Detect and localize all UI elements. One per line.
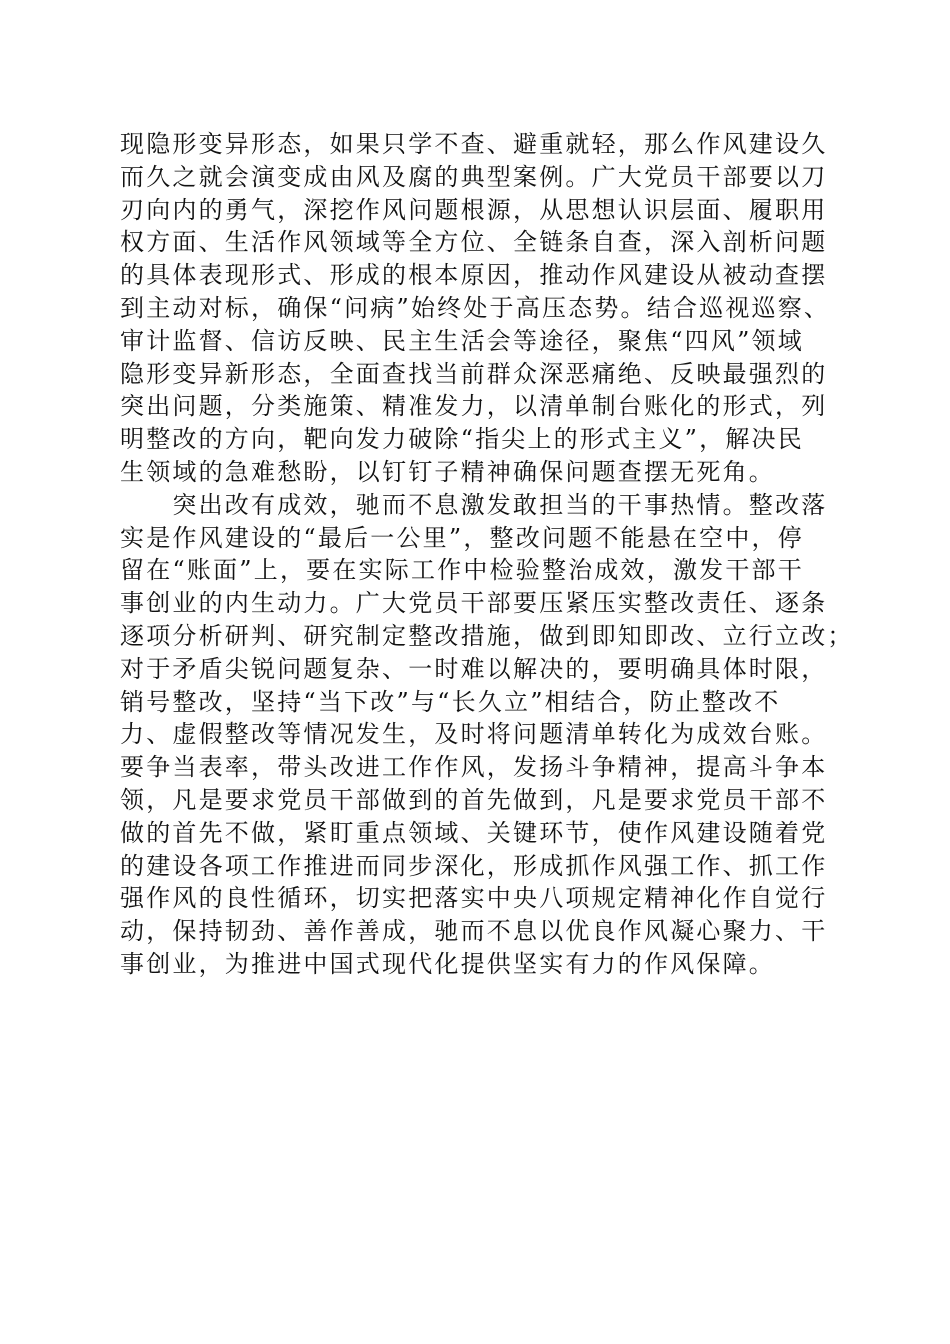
- text-line: 强作风的良性循环，切实把落实中央八项规定精神化作自觉行: [120, 884, 828, 913]
- text-line: 事创业，为推进中国式现代化提供坚实有力的作风保障。: [120, 949, 775, 978]
- text-line: 留在“账面”上，要在实际工作中检验整治成效，激发干部干: [120, 556, 804, 585]
- text-line: 力、虚假整改等情况发生，及时将问题清单转化为成效台账。: [120, 720, 828, 749]
- text-line: 权方面、生活作风领域等全方位、全链条自查，深入剖析问题: [120, 228, 828, 257]
- text-line: 做的首先不做，紧盯重点领域、关键环节，使作风建设随着党: [120, 818, 828, 847]
- text-line: 的具体表现形式、形成的根本原因，推动作风建设从被动查摆: [120, 261, 828, 290]
- text-line: 隐形变异新形态，全面查找当前群众深恶痛绝、反映最强烈的: [120, 359, 828, 388]
- document-body-text: [120, 128, 854, 981]
- text-line: 销号整改，坚持“当下改”与“长久立”相结合，防止整改不: [120, 687, 781, 716]
- text-line: 逐项分析研判、研究制定整改措施，做到即知即改、立行立改；: [120, 621, 854, 650]
- text-line: 审计监督、信访反映、民主生活会等途径，聚焦“四风”领域: [120, 326, 804, 355]
- text-line: 要争当表率，带头改进工作作风，发扬斗争精神，提高斗争本: [120, 753, 828, 782]
- text-line: 动，保持韧劲、善作善成，驰而不息以优良作风凝心聚力、干: [120, 917, 828, 946]
- text-line: 而久之就会演变成由风及腐的典型案例。广大党员干部要以刀: [120, 162, 828, 191]
- text-line: 领，凡是要求党员干部做到的首先做到，凡是要求党员干部不: [120, 785, 828, 814]
- text-line: 到主动对标，确保“问病”始终处于高压态势。结合巡视巡察、: [120, 293, 831, 322]
- text-line: 现隐形变异形态，如果只学不查、避重就轻，那么作风建设久: [120, 130, 828, 158]
- text-line: 的建设各项工作推进而同步深化，形成抓作风强工作、抓工作: [120, 851, 828, 880]
- text-line: 刃向内的勇气，深挖作风问题根源，从思想认识层面、履职用: [120, 195, 828, 224]
- text-line: 突出问题，分类施策、精准发力，以清单制台账化的形式，列: [120, 392, 828, 421]
- text-line: 对于矛盾尖锐问题复杂、一时难以解决的，要明确具体时限，: [120, 654, 828, 683]
- paragraph-start-line: 突出改有成效，驰而不息激发敢担当的干事热情。整改落: [120, 490, 828, 519]
- text-line: 实是作风建设的“最后一公里”，整改问题不能悬在空中，停: [120, 523, 804, 552]
- text-line: 事创业的内生动力。广大党员干部要压紧压实整改责任、逐条: [120, 589, 828, 618]
- text-line: 明整改的方向，靶向发力破除“指尖上的形式主义”，解决民: [120, 425, 804, 454]
- text-line: 生领域的急难愁盼，以钉钉子精神确保问题查摆无死角。: [120, 457, 775, 486]
